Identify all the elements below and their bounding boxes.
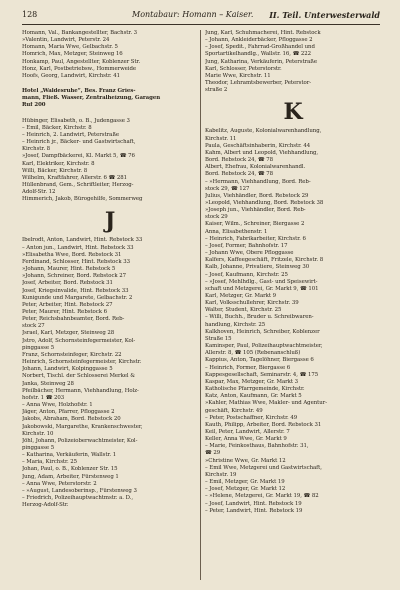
directory-entry: – »August, Landesoberinsp., Fürstenweg 3 [22,487,137,494]
directory-entry: Kunigunde und Margarete, Gelbachstr. 2 [22,294,133,301]
directory-entry: Hüllenbrand, Gem., Schriftleiter, Herzog- [22,181,134,188]
directory-entry: Peter, Reichsbahnbeamter, Bord. Reb- [22,316,125,323]
directory-entry: – »Helene, Metzgerei, Gr. Markt 19, ☎ 82 [205,493,319,500]
page-number: 128 [22,10,38,19]
directory-entry: – Anna Wwe, Peterstorstr. 2 [22,480,97,487]
directory-entry: Homann, Val., Bankangestellter, Bachstr. 3 [22,30,138,36]
directory-entry: Theodor, Lehramtsbewerber, Peterstor- [205,80,311,87]
directory-entry: Honz, Karl, Postbetriebsw., Hommerweide [22,65,137,72]
directory-entry: Kaminsper, Paul, Polizeihauptwachtmeister, [205,343,323,350]
directory-entry: Honkamp, Paul, Angestellter, Koblenzer Str. [22,58,141,65]
directory-entry: Kahm, Albert und Leopold, Viehhandlung, [205,149,319,156]
directory-entry: ☎ 29 [205,450,221,457]
directory-entry: hofstr. 1 ☎ 203 [22,394,65,401]
directory-entry: – Emil Wwe, Metzgerei und Gastwirtschaft, [205,464,322,471]
directory-entry: stock 29, ☎ 127 [205,185,250,192]
directory-entry: – Johann Wwe, Obere Pfloggasse [205,250,294,257]
directory-entry: Kalfers, Kaffeegeschäft, Fritzele, Kirchstr. 8 [205,257,324,264]
directory-entry: Kabelitz, Auguste, Kolonialwarenhandlung, [205,128,322,135]
directory-entry: – Josef, Landwirt, Hint. Rebstock 19 [205,500,302,507]
directory-entry: Herzog-Adolf-Str. [22,502,69,509]
directory-entry: straße 2 [205,87,228,94]
directory-entry: Albert, Ehefrau, Kolonialwarenhandl. [205,164,306,171]
directory-entry: Keller, Anna Wwe, Gr. Markt 9 [205,436,287,443]
directory-entry: Norbert, Tischl. der Schlosserei Merkel & [22,373,136,380]
directory-entry: Julius, Viehhändler, Bord. Rebstock 29 [205,192,309,199]
directory-entry: Janka, Steinweg 28 [22,380,74,387]
directory-entry: Anna, Elisabethenstr. 1 [205,228,268,235]
directory-entry: Jung, Adam, Arbeiter, Fürstenweg 1 [22,473,119,480]
entries-block [22,118,198,204]
page-header [22,10,380,24]
directory-entry: Hoofs, Georg, Landwirt, Kirchstr. 41 [22,72,121,79]
directory-entry: – Johann, Ankleiderbäcker, Pfloggasse 2 [205,37,313,44]
directory-entry: Jstro, Adolf, Schornsteinfegermeister, Kol- [22,337,136,344]
directory-entry: Karl, Elektriker, Kirchstr. 8 [22,160,95,167]
directory-entry: Adolf-Str. 12 [22,189,56,196]
directory-entry: – Heinrich, Former, Biergasse 6 [205,364,291,371]
directory-entry: Homann, Maria Wwe, Gelbachstr. 5 [22,44,118,51]
directory-entry: Josef, Arbeiter, Bord. Rebstock 31 [22,280,113,287]
section-title: II. Teil. Unterwesterwald [269,10,380,20]
directory-entry: – Josef, Kaufmann, Kirchstr. 25 [205,271,288,278]
directory-entry: stock 29 [205,214,228,221]
directory-entry: Allerstr. 8, ☎ 105 (Rebenanschluß) [205,350,301,357]
directory-entry: – Friedrich, Polizeihauptwachtmstr. a. D., [22,495,133,502]
section-letter: K [283,99,303,126]
directory-entry: Jöhl, Johann, Polizeioberwachtmeister, Kol- [22,437,138,444]
directory-entry: Karl, Volksschullehrer, Kirchstr. 39 [205,300,299,307]
directory-entry: Kirchstr. 8 [22,146,51,153]
directory-entry: – Anton jun., Landwirt, Hint. Rebstock 33 [22,244,134,251]
directory-entry: – Josef, Spedit., Fahrrad-Großhandel und [205,44,315,51]
directory-entry: Hotel „Waldesruhe“, Bes. Franz Gries- [22,88,136,95]
directory-entry: schaft und Metzgerei, Gr. Markt 9, ☎ 101 [205,285,319,292]
directory-entry: Ferdinand, Schlosser, Hint. Rebstock 33 [22,258,130,265]
directory-entry: Sportartikelhandlg., Wallstr. 16, ☎ 222 [205,51,312,58]
directory-entry: – Anna Wwe, Holzhofstr. 1 [22,402,93,409]
directory-entry: Pfeilbächer, Hermann, Viehhandlung, Holz- [22,387,139,394]
directory-entry: Bord. Rebstock 24, ☎ 78 [205,157,273,164]
directory-entry: – Marie, Feinkosthaus, Bahnhofstr. 31, [205,443,309,450]
directory-entry: Homrich, Max, Metzger, Steinweg 16 [22,51,123,58]
directory-entry: – »Hermann, Viehhandlung, Bord. Reb- [205,178,311,185]
directory-entry: mann, Fließ. Wasser, Zentralheizung, Garagen [22,95,161,102]
right-column [205,30,381,515]
directory-entry: – Emil, Bäcker, Kirchstr. 8 [22,124,92,131]
directory-entry: – Willi, Buchh., Bruder u. Schreibwaren- [205,314,314,321]
entries-block [22,237,198,509]
header-rule [22,24,380,25]
directory-entry: Karl, Schlosser, Peterstorstr. [205,65,282,72]
directory-entry: Jakobs, Abraham, Bord. Rebstock 20 [22,416,121,423]
directory-entry: »Valentin, Landwirt, Peterstr. 24 [22,37,110,44]
directory-entry: Kappesgesellschaft, Seminarstr. 4, ☎ 175 [205,371,319,378]
directory-entry: pinggasse 5 [22,444,55,451]
directory-entry: Jung, Karl, Schuhmacherei, Hint. Rebstock [205,30,321,36]
directory-entry: Straße 15 [205,335,232,342]
directory-entry: Himmerich, Jakob, Bürogehilfe, Sommerweg [22,196,143,203]
directory-entry: Johan, Paul, o. B., Koblenzer Str. 15 [22,466,118,473]
directory-entry: Marie Wwe, Kirchstr. 11 [205,72,271,79]
hotel-advertisement [22,88,198,109]
directory-entry: – Emil, Metzger, Gr. Markt 19 [205,479,285,486]
directory-entry: Franz, Schornsteinfeger, Kirchstr. 22 [22,351,122,358]
directory-entry: Kappius, Anton, Tagelöhner, Biergasse 6 [205,357,314,364]
directory-entry: Jakobowski, Margarethe, Krankenschwester, [22,423,143,430]
directory-entry: Kirchstr. 11 [205,135,237,142]
directory-entry: – Josef, Metzger, Gr. Markt 12 [205,486,286,493]
directory-entry: stock 27 [22,323,45,330]
directory-entry: »Joseph jun., Viehhändler, Bord. Reb- [205,207,306,214]
directory-entry: Kalkhoven, Heinrich, Schreiber, Koblenzer [205,328,320,335]
directory-entry: – Heinrich, 2. Landwirt, Peterstraße [22,131,120,138]
directory-entry: Ibelrodt, Anton, Landwirt, Hint. Rebstock 33 [22,237,143,244]
directory-entry: Kalb, Johanne, Privatiere, Steinweg 30 [205,264,310,271]
directory-entry: Hübinger, Elisabeth, o. B., Judengasse 3 [22,117,130,124]
directory-entry: Johann, Landwirt, Kolpinggasse 5 [22,366,113,373]
directory-entry: »Josef, Dampfbäckerei, Kl. Markt 5, ☎ 76 [22,153,135,160]
column-divider [200,30,201,580]
directory-entry: Heinrich, Schornsteinfegermeister, Kirchstr. [22,359,142,366]
directory-entry: handlung, Kirchstr. 25 [205,321,266,328]
entries-block [205,30,381,94]
directory-entry: Jäger, Anton, Pfarrer, Pfloggasse 2 [22,409,115,416]
directory-entry: Jung, Katharina, Verkäuferin, Peterstraße [205,58,317,65]
directory-entry: Karl, Metzger, Gr. Markt 9 [205,293,277,299]
running-title: Montabaur: Homann – Kaiser. [132,10,254,19]
directory-entry: pinggasse 5 [22,344,55,351]
directory-entry: Kauth, Philipp, Arbeiter, Bord. Rebstock 31 [205,421,322,428]
directory-entry: »Elisabetha Wwe, Bord. Rebstock 31 [22,251,122,258]
directory-entry: – Heinrich jr., Bäcker- und Gastwirtschaft, [22,139,136,146]
directory-entry: Willi, Bäcker, Kirchstr. 8 [22,167,88,174]
directory-entry: Paula, Geschäftsinhaberin, Kirchstr. 44 [205,142,311,149]
directory-entry: – Heinrich, Fabrikarbeiter, Kirchstr. 6 [205,235,306,242]
directory-entry: – Josef, Former, Bahnhofstr. 17 [205,242,288,249]
directory-entry: Jsrael, Karl, Metzger, Steinweg 28 [22,330,115,337]
entries-block [22,30,198,80]
directory-entry: Kirchstr. 19 [205,471,237,478]
directory-entry: Kaiser, Wilm., Schreiner, Biergasse 2 [205,221,305,228]
directory-entry: »Johann, Schreiner, Bord. Rebstock 27 [22,273,127,280]
directory-entry: Kirchstr. 10 [22,430,54,437]
directory-entry: Peter, Arbeiter, Hint. Rebstock 27 [22,301,113,308]
directory-entry: Keil, Peter, Landwirt, Allerstr. 7 [205,428,290,435]
directory-entry: – Peter, Landwirt, Hint. Rebstock 19 [205,507,303,514]
directory-entry: »Johann, Maurer, Hint. Rebstock 5 [22,266,116,273]
directory-entry: Ruf 200 [22,102,46,109]
directory-entry: – Katharina, Verkäuferin, Wallstr. 1 [22,452,117,459]
directory-entry: »Christine Wwe, Gr. Markt 12 [205,457,286,464]
directory-entry: Bord. Rebstock 24, ☎ 78 [205,171,273,178]
directory-entry: Walter, Student, Kirchstr. 25 [205,307,282,314]
directory-entry: geschäft, Kirchstr. 49 [205,407,263,414]
directory-entry: – »Josef, Mehlhdlg., Gast- und Speisewirt- [205,278,318,285]
left-column [22,30,198,509]
directory-entry: Peter, Maurer, Hint. Rebstock 6 [22,309,107,315]
directory-entry: Josef, Kriegsinvalide, Hint. Rebstock 33 [22,287,129,294]
directory-entry: – Maria, Kirchstr. 25 [22,459,78,466]
directory-entry: »Leopold, Viehhandlung, Bord. Rebstock 38 [205,199,324,206]
section-letter: J [104,208,116,235]
directory-entry: »Kahler, Mathias Wwe, Makler- und Agentur- [205,400,327,407]
entries-block [205,128,381,514]
directory-entry: – Peter, Postschaffner, Kirchstr. 49 [205,414,298,421]
directory-entry: Kaspar, Max, Metzger, Gr. Markt 3 [205,378,299,385]
directory-entry: Katz, Anton, Kaufmann, Gr. Markt 5 [205,393,302,400]
directory-entry: Wilhelm, Kraftfahrer, Allerstr. 6 ☎ 281 [22,174,128,181]
directory-entry: Katholische Pfarrgemeinde, Kirchstr. [205,386,305,393]
